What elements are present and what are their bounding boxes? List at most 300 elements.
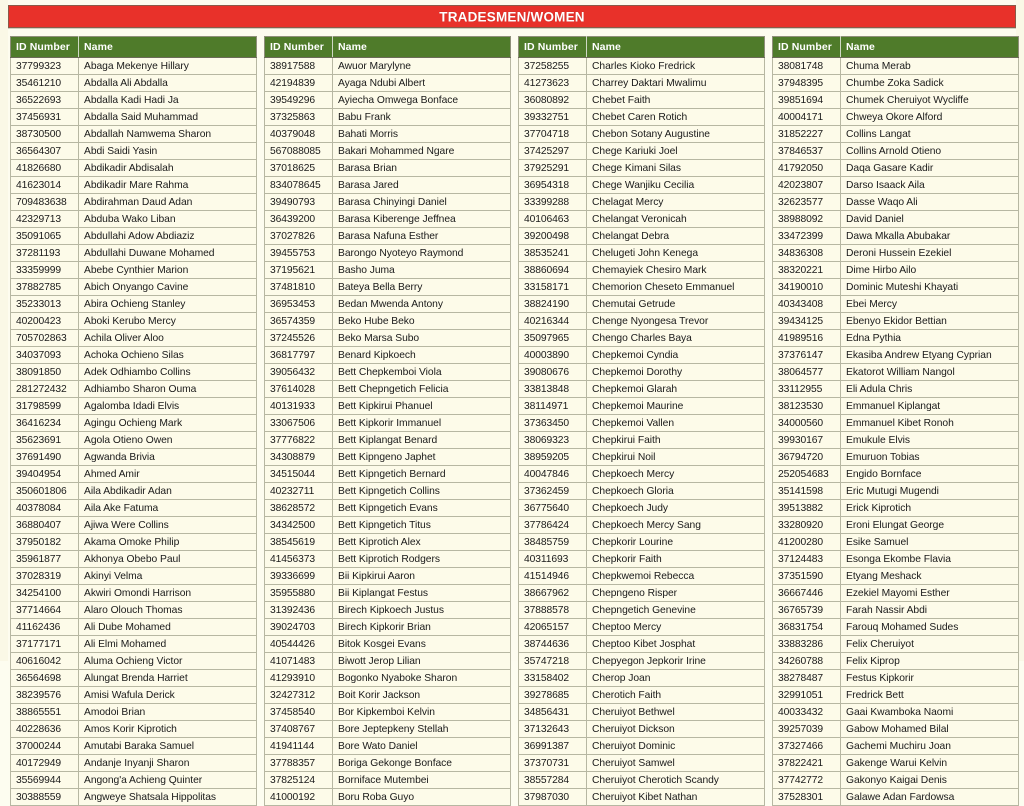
cell-id-number: 41000192 (265, 789, 333, 806)
cell-name: Abebe Cynthier Marion (79, 262, 257, 279)
cell-name: Barasa Nafuna Esther (333, 228, 511, 245)
cell-name: Akinyi Velma (79, 568, 257, 585)
cell-name: Abich Onyango Cavine (79, 279, 257, 296)
cell-name: Chweya Okore Alford (841, 109, 1019, 126)
cell-id-number: 34254100 (11, 585, 79, 602)
cell-name: Barongo Nyoteyo Raymond (333, 245, 511, 262)
cell-name: Cheruiyot Dominic (587, 738, 765, 755)
cell-id-number: 40106463 (519, 211, 587, 228)
cell-id-number: 38917588 (265, 58, 333, 75)
table-row (11, 58, 257, 75)
table-row (519, 160, 765, 177)
cell-name: Bett Chepkemboi Viola (333, 364, 511, 381)
table-row (773, 534, 1019, 551)
cell-name: Ekasiba Andrew Etyang Cyprian (841, 347, 1019, 364)
table-row (773, 279, 1019, 296)
table-row (519, 500, 765, 517)
cell-name: Chemorion Cheseto Emmanuel (587, 279, 765, 296)
cell-name: Ahmed Amir (79, 466, 257, 483)
cell-id-number: 37704718 (519, 126, 587, 143)
cell-id-number: 34342500 (265, 517, 333, 534)
cell-name: Ali Elmi Mohamed (79, 636, 257, 653)
cell-name: Chepkirui Noil (587, 449, 765, 466)
cell-id-number: 37028319 (11, 568, 79, 585)
table-row (519, 517, 765, 534)
table-row (265, 245, 511, 262)
table-body-1 (11, 58, 257, 806)
cell-name: Ajiwa Were Collins (79, 517, 257, 534)
cell-name: Abdikadir Mare Rahma (79, 177, 257, 194)
cell-name: Bateya Bella Berry (333, 279, 511, 296)
cell-id-number: 39056432 (265, 364, 333, 381)
cell-id-number: 42194839 (265, 75, 333, 92)
cell-id-number: 350601806 (11, 483, 79, 500)
cell-name: Bett Kiprotich Alex (333, 534, 511, 551)
cell-id-number: 709483638 (11, 194, 79, 211)
table-row (519, 245, 765, 262)
table-row (773, 347, 1019, 364)
table-row (265, 585, 511, 602)
cell-name: Chepkoech Mercy (587, 466, 765, 483)
cell-name: Chumbe Zoka Sadick (841, 75, 1019, 92)
cell-id-number: 36775640 (519, 500, 587, 517)
cell-id-number: 34856431 (519, 704, 587, 721)
table-row (773, 296, 1019, 313)
table-row (265, 177, 511, 194)
table-row (773, 653, 1019, 670)
cell-name: Chepkorir Faith (587, 551, 765, 568)
cell-name: Chumek Cheruiyot Wycliffe (841, 92, 1019, 109)
cell-name: Achila Oliver Aloo (79, 330, 257, 347)
cell-id-number: 36880407 (11, 517, 79, 534)
cell-id-number: 34836308 (773, 245, 841, 262)
table-row (773, 602, 1019, 619)
cell-id-number: 36794720 (773, 449, 841, 466)
cell-id-number: 30388559 (11, 789, 79, 806)
cell-name: Birech Kipkorir Brian (333, 619, 511, 636)
table-row (519, 177, 765, 194)
cell-id-number: 35097965 (519, 330, 587, 347)
table-row (11, 296, 257, 313)
cell-name: Emuruon Tobias (841, 449, 1019, 466)
table-row (773, 109, 1019, 126)
cell-name: Collins Arnold Otieno (841, 143, 1019, 160)
table-row (265, 228, 511, 245)
cell-id-number: 39549296 (265, 92, 333, 109)
cell-id-number: 37351590 (773, 568, 841, 585)
cell-id-number: 39200498 (519, 228, 587, 245)
cell-name: Cheptoo Kibet Josphat (587, 636, 765, 653)
cell-id-number: 40047846 (519, 466, 587, 483)
cell-id-number: 36522693 (11, 92, 79, 109)
cell-id-number: 38114971 (519, 398, 587, 415)
cell-name: Farah Nassir Abdi (841, 602, 1019, 619)
cell-name: Angweye Shatsala Hippolitas (79, 789, 257, 806)
cell-id-number: 38123530 (773, 398, 841, 415)
table-row (11, 432, 257, 449)
cell-name: Dawa Mkalla Abubakar (841, 228, 1019, 245)
cell-id-number: 40216344 (519, 313, 587, 330)
table-row (519, 381, 765, 398)
cell-name: Chepkwemoi Rebecca (587, 568, 765, 585)
cell-id-number: 37132643 (519, 721, 587, 738)
cell-name: Abira Ochieng Stanley (79, 296, 257, 313)
cell-name: Chepkemoi Cyndia (587, 347, 765, 364)
cell-id-number: 37456931 (11, 109, 79, 126)
column-header-name: Name (841, 37, 1019, 58)
cell-id-number: 41162436 (11, 619, 79, 636)
column-header-name: Name (79, 37, 257, 58)
table-row (265, 75, 511, 92)
table-row (265, 721, 511, 738)
cell-id-number: 38239576 (11, 687, 79, 704)
cell-name: Dominic Muteshi Khayati (841, 279, 1019, 296)
cell-name: Ekatorot William Nangol (841, 364, 1019, 381)
cell-id-number: 37325863 (265, 109, 333, 126)
table-row (519, 670, 765, 687)
table-row (265, 704, 511, 721)
cell-name: Daqa Gasare Kadir (841, 160, 1019, 177)
cell-name: Etyang Meshack (841, 568, 1019, 585)
cell-name: Akhonya Obebo Paul (79, 551, 257, 568)
cell-name: Chenge Nyongesa Trevor (587, 313, 765, 330)
table-row (773, 670, 1019, 687)
table-row (265, 330, 511, 347)
cell-id-number: 37458540 (265, 704, 333, 721)
cell-name: Bogonko Nyaboke Sharon (333, 670, 511, 687)
table-row (265, 517, 511, 534)
table-row (11, 789, 257, 806)
cell-name: Ali Dube Mohamed (79, 619, 257, 636)
cell-name: Chepkirui Faith (587, 432, 765, 449)
cell-id-number: 36574359 (265, 313, 333, 330)
cell-id-number: 37614028 (265, 381, 333, 398)
cell-id-number: 33359999 (11, 262, 79, 279)
cell-name: Chepkemoi Maurine (587, 398, 765, 415)
table-row (519, 126, 765, 143)
cell-name: Beko Marsa Subo (333, 330, 511, 347)
cell-name: Engido Bornface (841, 466, 1019, 483)
cell-id-number: 37786424 (519, 517, 587, 534)
table-row (265, 602, 511, 619)
page-left-margin (0, 0, 8, 661)
cell-id-number: 39851694 (773, 92, 841, 109)
cell-name: Gachemi Muchiru Joan (841, 738, 1019, 755)
cell-id-number: 35233013 (11, 296, 79, 313)
cell-name: Chepkoech Gloria (587, 483, 765, 500)
cell-name: Emmanuel Kibet Ronoh (841, 415, 1019, 432)
table-row (11, 211, 257, 228)
cell-name: Chepkemoi Dorothy (587, 364, 765, 381)
cell-id-number: 39490793 (265, 194, 333, 211)
cell-id-number: 39513882 (773, 500, 841, 517)
cell-name: Chebet Caren Rotich (587, 109, 765, 126)
table-row (11, 534, 257, 551)
cell-name: Bett Kiplangat Benard (333, 432, 511, 449)
table-row (773, 585, 1019, 602)
cell-id-number: 37245526 (265, 330, 333, 347)
cell-name: Gakenge Warui Kelvin (841, 755, 1019, 772)
cell-id-number: 37376147 (773, 347, 841, 364)
table-row (11, 364, 257, 381)
cell-name: Chepkorir Lourine (587, 534, 765, 551)
table-body-3 (519, 58, 765, 806)
cell-id-number: 41826680 (11, 160, 79, 177)
cell-id-number: 38730500 (11, 126, 79, 143)
cell-id-number: 38278487 (773, 670, 841, 687)
cell-name: Chepngeno Risper (587, 585, 765, 602)
cell-id-number: 37370731 (519, 755, 587, 772)
table-row (773, 500, 1019, 517)
cell-name: Abdikadir Abdisalah (79, 160, 257, 177)
cell-id-number: 41623014 (11, 177, 79, 194)
cell-id-number: 37925291 (519, 160, 587, 177)
cell-name: Biwott Jerop Lilian (333, 653, 511, 670)
table-row (773, 466, 1019, 483)
names-table-1 (10, 36, 257, 806)
cell-name: Ezekiel Mayomi Esther (841, 585, 1019, 602)
cell-name: Dime Hirbo Ailo (841, 262, 1019, 279)
cell-name: David Daniel (841, 211, 1019, 228)
cell-name: Festus Kipkorir (841, 670, 1019, 687)
cell-id-number: 37888578 (519, 602, 587, 619)
table-row (519, 619, 765, 636)
table-row (519, 330, 765, 347)
cell-id-number: 36564698 (11, 670, 79, 687)
cell-id-number: 38667962 (519, 585, 587, 602)
table-row (265, 296, 511, 313)
cell-name: Galawe Adan Fardowsa (841, 789, 1019, 806)
cell-name: Eli Adula Chris (841, 381, 1019, 398)
cell-id-number: 33813848 (519, 381, 587, 398)
cell-name: Adhiambo Sharon Ouma (79, 381, 257, 398)
cell-id-number: 39332751 (519, 109, 587, 126)
table-row (519, 279, 765, 296)
cell-name: Akwiri Omondi Harrison (79, 585, 257, 602)
table-header-row (773, 37, 1019, 58)
cell-name: Basho Juma (333, 262, 511, 279)
cell-id-number: 38824190 (519, 296, 587, 313)
table-row (11, 755, 257, 772)
cell-name: Chepngetich Genevine (587, 602, 765, 619)
cell-name: Agola Otieno Owen (79, 432, 257, 449)
cell-id-number: 38988092 (773, 211, 841, 228)
table-row (519, 551, 765, 568)
cell-id-number: 35961877 (11, 551, 79, 568)
cell-id-number: 36953453 (265, 296, 333, 313)
cell-name: Awuor Marylyne (333, 58, 511, 75)
cell-name: Emukule Elvis (841, 432, 1019, 449)
table-row (11, 398, 257, 415)
cell-id-number: 40616042 (11, 653, 79, 670)
table-row (773, 636, 1019, 653)
cell-id-number: 37987030 (519, 789, 587, 806)
cell-name: Fredrick Bett (841, 687, 1019, 704)
cell-name: Agalomba Idadi Elvis (79, 398, 257, 415)
cell-name: Aboki Kerubo Mercy (79, 313, 257, 330)
cell-id-number: 32623577 (773, 194, 841, 211)
table-row (11, 636, 257, 653)
cell-name: Cheruiyot Dickson (587, 721, 765, 738)
table-row (11, 704, 257, 721)
table-row (773, 619, 1019, 636)
table-row (265, 126, 511, 143)
table-row (773, 160, 1019, 177)
cell-name: Bett Chepngetich Felicia (333, 381, 511, 398)
cell-name: Charles Kioko Fredrick (587, 58, 765, 75)
cell-id-number: 41200280 (773, 534, 841, 551)
table-row (773, 211, 1019, 228)
cell-name: Chebet Faith (587, 92, 765, 109)
cell-id-number: 35091065 (11, 228, 79, 245)
cell-name: Chepkoech Mercy Sang (587, 517, 765, 534)
cell-name: Birech Kipkoech Justus (333, 602, 511, 619)
table-row (773, 313, 1019, 330)
cell-id-number: 35141598 (773, 483, 841, 500)
table-row (519, 432, 765, 449)
table-row (11, 738, 257, 755)
name-list-columns (10, 36, 1016, 803)
cell-name: Charrey Daktari Mwalimu (587, 75, 765, 92)
table-row (11, 466, 257, 483)
table-row (519, 75, 765, 92)
cell-id-number: 38545619 (265, 534, 333, 551)
cell-id-number: 38860694 (519, 262, 587, 279)
table-row (519, 449, 765, 466)
table-row (11, 602, 257, 619)
cell-name: Abdallah Namwema Sharon (79, 126, 257, 143)
table-row (773, 738, 1019, 755)
table-row (11, 670, 257, 687)
cell-name: Adek Odhiambo Collins (79, 364, 257, 381)
cell-name: Farouq Mohamed Sudes (841, 619, 1019, 636)
cell-name: Amodoi Brian (79, 704, 257, 721)
table-row (519, 347, 765, 364)
cell-name: Bitok Kosgei Evans (333, 636, 511, 653)
cell-name: Cheruiyot Cherotich Scandy (587, 772, 765, 789)
cell-id-number: 40379048 (265, 126, 333, 143)
table-row (519, 211, 765, 228)
table-row (11, 313, 257, 330)
cell-name: Edna Pythia (841, 330, 1019, 347)
table-row (773, 517, 1019, 534)
table-row (11, 75, 257, 92)
table-row (773, 92, 1019, 109)
cell-id-number: 33158171 (519, 279, 587, 296)
cell-name: Darso Isaack Aila (841, 177, 1019, 194)
cell-name: Aila Abdikadir Adan (79, 483, 257, 500)
table-row (519, 534, 765, 551)
table-row (265, 670, 511, 687)
cell-name: Akama Omoke Philip (79, 534, 257, 551)
table-row (519, 687, 765, 704)
table-row (11, 92, 257, 109)
table-row (11, 160, 257, 177)
cell-id-number: 252054683 (773, 466, 841, 483)
table-row (519, 585, 765, 602)
cell-id-number: 39278685 (519, 687, 587, 704)
cell-id-number: 37195621 (265, 262, 333, 279)
table-row (773, 398, 1019, 415)
table-row (265, 687, 511, 704)
cell-name: Bett Kipngetich Collins (333, 483, 511, 500)
cell-name: Bii Kipkirui Aaron (333, 568, 511, 585)
cell-name: Bett Kipngetich Titus (333, 517, 511, 534)
cell-name: Barasa Brian (333, 160, 511, 177)
cell-name: Deroni Hussein Ezekiel (841, 245, 1019, 262)
table-row (519, 721, 765, 738)
cell-name: Esonga Ekombe Flavia (841, 551, 1019, 568)
cell-id-number: 38064577 (773, 364, 841, 381)
cell-name: Cheruiyot Kibet Nathan (587, 789, 765, 806)
table-row (519, 738, 765, 755)
table-row (265, 653, 511, 670)
table-row (773, 262, 1019, 279)
table-row (265, 194, 511, 211)
cell-name: Eric Mutugi Mugendi (841, 483, 1019, 500)
cell-id-number: 41989516 (773, 330, 841, 347)
cell-id-number: 567088085 (265, 143, 333, 160)
cell-id-number: 39404954 (11, 466, 79, 483)
table-row (773, 194, 1019, 211)
cell-id-number: 37018625 (265, 160, 333, 177)
cell-name: Chepkemoi Vallen (587, 415, 765, 432)
cell-id-number: 38557284 (519, 772, 587, 789)
cell-id-number: 36765739 (773, 602, 841, 619)
cell-id-number: 31798599 (11, 398, 79, 415)
cell-id-number: 35747218 (519, 653, 587, 670)
table-row (265, 483, 511, 500)
cell-id-number: 40004171 (773, 109, 841, 126)
table-row (11, 551, 257, 568)
table-row (11, 279, 257, 296)
cell-id-number: 38081748 (773, 58, 841, 75)
cell-name: Boriga Gekonge Bonface (333, 755, 511, 772)
cell-name: Alungat Brenda Harriet (79, 670, 257, 687)
cell-id-number: 33280920 (773, 517, 841, 534)
table-body-2 (265, 58, 511, 806)
cell-name: Chege Kimani Silas (587, 160, 765, 177)
table-row (11, 772, 257, 789)
table-row (773, 704, 1019, 721)
cell-name: Gaai Kwamboka Naomi (841, 704, 1019, 721)
cell-id-number: 39024703 (265, 619, 333, 636)
cell-id-number: 37528301 (773, 789, 841, 806)
table-row (265, 398, 511, 415)
cell-id-number: 42023807 (773, 177, 841, 194)
table-row (265, 755, 511, 772)
cell-id-number: 40228636 (11, 721, 79, 738)
cell-id-number: 37822421 (773, 755, 841, 772)
cell-id-number: 37425297 (519, 143, 587, 160)
table-row (265, 109, 511, 126)
cell-id-number: 37177171 (11, 636, 79, 653)
cell-id-number: 37691490 (11, 449, 79, 466)
table-row (519, 228, 765, 245)
cell-name: Babu Frank (333, 109, 511, 126)
cell-name: Bakari Mohammed Ngare (333, 143, 511, 160)
cell-name: Abdirahman Daud Adan (79, 194, 257, 211)
table-row (519, 415, 765, 432)
cell-name: Amutabi Baraka Samuel (79, 738, 257, 755)
table-row (11, 449, 257, 466)
cell-id-number: 38959205 (519, 449, 587, 466)
table-row (519, 653, 765, 670)
cell-id-number: 37799323 (11, 58, 79, 75)
names-table-3 (518, 36, 765, 806)
table-row (11, 721, 257, 738)
cell-id-number: 39455753 (265, 245, 333, 262)
